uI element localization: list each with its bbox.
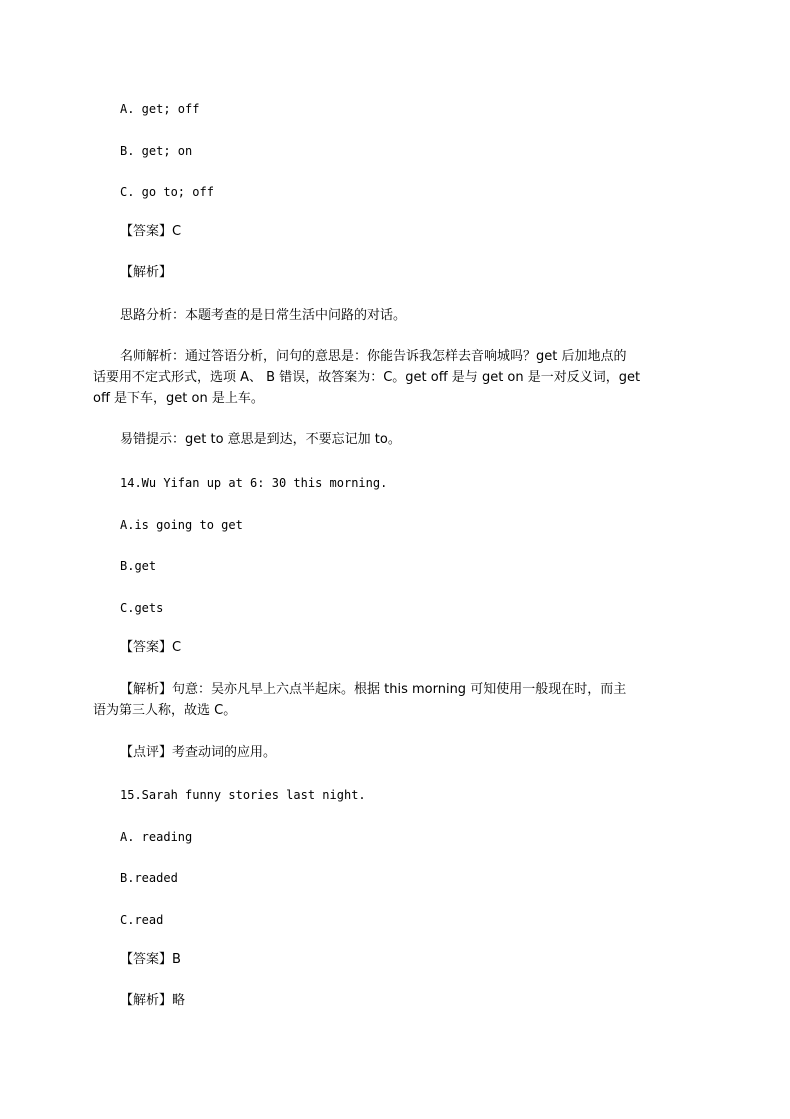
q15-question: 15.Sarah funny stories last night. [120,788,366,802]
q13-analysis-heading: 【解析】 [120,265,173,280]
q13-option-a: A. get; off [120,102,200,116]
q15-option-b: B.readed [120,871,178,885]
q13-option-c: C. go to; off [120,185,214,199]
q14-option-c: C.gets [120,601,164,615]
q13-error-tip: 易错提示：get to 意思是到达，不要忘记加 to。 [120,432,401,447]
q14-comment: 【点评】考查动词的应用。 [120,745,277,760]
q14-analysis-line2: 语为第三人称，故选 C。 [93,703,237,718]
q13-answer: 【答案】C [120,224,182,239]
q14-option-a: A.is going to get [120,518,243,532]
q13-teacher-analysis-line1: 名师解析：通过答语分析，问句的意思是：你能告诉我怎样去音响城吗？get 后加地点的 [120,349,627,364]
q13-option-b: B. get; on [120,144,193,158]
q15-option-a: A. reading [120,830,193,844]
q13-teacher-analysis-line3: off 是下车，get on 是上车。 [93,391,264,406]
q15-answer: 【答案】B [120,952,181,967]
q14-question: 14.Wu Yifan up at 6: 30 this morning. [120,476,388,490]
q13-teacher-analysis-line2: 话要用不定式形式，选项 A、 B 错误，故答案为：C。get off 是与 get on 是一对反义词，get [93,370,641,385]
q13-thinking-analysis: 思路分析：本题考查的是日常生活中问路的对话。 [120,308,407,323]
q14-answer: 【答案】C [120,640,182,655]
q14-analysis-line1: 【解析】句意：吴亦凡早上六点半起床。根据 this morning 可知使用一般现在时，而主 [120,682,627,697]
q14-option-b: B.get [120,559,157,573]
q15-analysis: 【解析】略 [120,993,186,1008]
q15-option-c: C.read [120,913,164,927]
